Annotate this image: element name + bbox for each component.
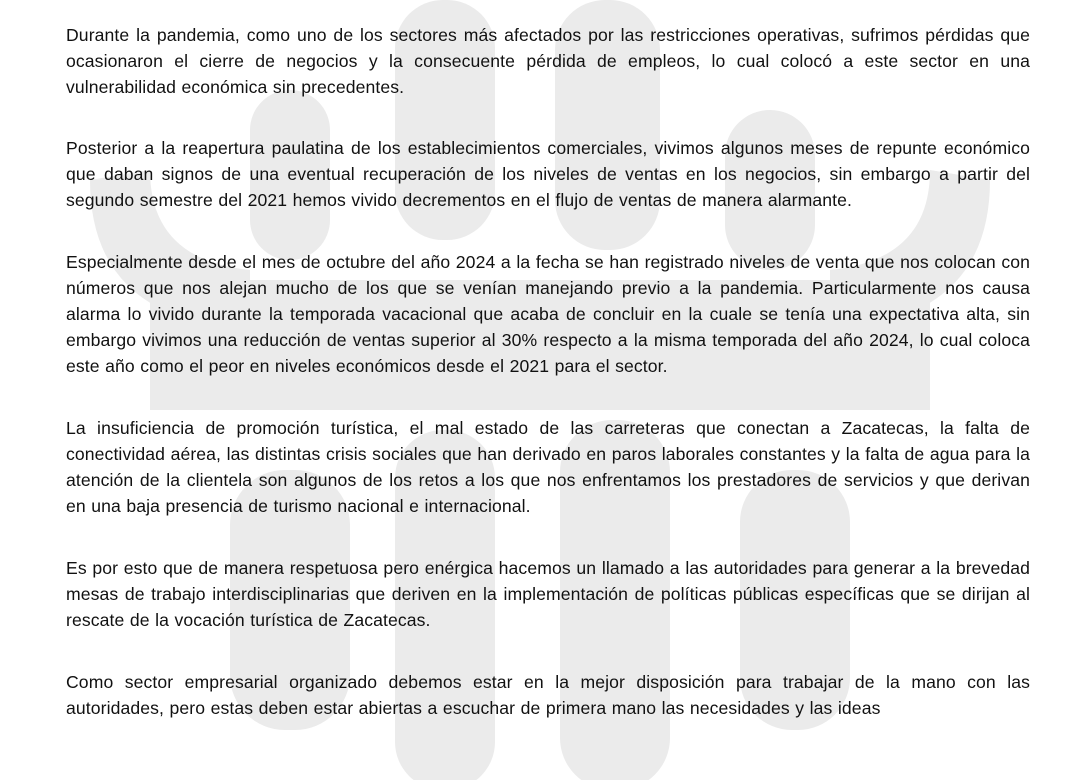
paragraph: Especialmente desde el mes de octubre del año 2024 a la fecha se han registrado niveles de venta que nos colocan con números que nos alejan mucho de los que se venían manejando previo a la pandemia. Particularmente nos causa alarma lo vivido durante la temporada vacacional que acaba de concluir en la cuale se tenía una expectativa alta, sin embargo vivimos una reducción de ventas superior al 30% respecto a la misma temporada del año 2024, lo cual coloca este año como el peor en niveles económicos desde el 2021 para el sector. [66,252,1030,376]
document-body [66,22,1030,721]
paragraph: Como sector empresarial organizado debemos estar en la mejor disposición para trabajar de la mano con las autoridades, pero estas deben estar abiertas a escuchar de primera mano las necesidades y las ideas [66,672,1030,718]
paragraph: La insuficiencia de promoción turística, el mal estado de las carreteras que conectan a Zacatecas, la falta de conectividad aérea, las distintas crisis sociales que han derivado en paros laborales constantes y la falta de agua para la atención de la clientela son algunos de los retos a los que nos enfrentamos los prestadores de servicios y que derivan en una baja presencia de turismo nacional e internacional. [66,418,1030,516]
paragraph: Durante la pandemia, como uno de los sectores más afectados por las restricciones operativas, sufrimos pérdidas que ocasionaron el cierre de negocios y la consecuente pérdida de empleos, lo cual colocó a este sector en una vulnerabilidad económica sin precedentes. [66,25,1030,97]
paragraph: Posterior a la reapertura paulatina de los establecimientos comerciales, vivimos algunos meses de repunte económico que daban signos de una eventual recuperación de los niveles de ventas en los negocios, sin embargo a partir del segundo semestre del 2021 hemos vivido decrementos en el flujo de ventas de manera alarmante. [66,138,1030,210]
paragraph: Es por esto que de manera respetuosa pero enérgica hacemos un llamado a las autoridades para generar a la brevedad mesas de trabajo interdisciplinarias que deriven en la implementación de políticas públicas específicas que se dirijan al rescate de la vocación turística de Zacatecas. [66,558,1030,630]
